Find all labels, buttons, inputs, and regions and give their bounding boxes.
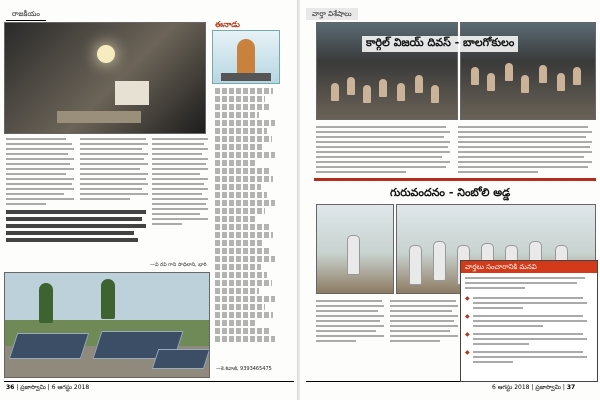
notice-item: [473, 351, 591, 366]
article1-col-2: [458, 126, 594, 176]
notice-item: [473, 315, 591, 330]
bullet-icon: ◆: [465, 349, 470, 356]
column-title: ఈనాడు: [215, 20, 240, 29]
publication-name: ప్రజాస్వామి: [535, 384, 561, 391]
pull-quote: [6, 210, 150, 245]
headline-mid: గురువందనం - నింబోలి అడ్డ: [390, 186, 511, 199]
notice-item: [473, 333, 591, 348]
speaker-photo: [316, 204, 394, 294]
desk-photo: [4, 22, 206, 134]
right-footer: 6 ఆగస్టు 2018 | ప్రజాస్వామి | 37: [492, 384, 576, 391]
bullet-icon: ◆: [465, 295, 470, 302]
article2-col-1: [316, 300, 386, 345]
body-column-2: [80, 138, 150, 203]
deity-base: [221, 73, 271, 81]
desk-surface: [57, 111, 141, 123]
deity-image: [212, 30, 280, 84]
photo-credit: —వి రవి గాని సాధిలాని, భారి: [150, 262, 207, 268]
body-column-1: [6, 138, 76, 208]
page-number: 36: [6, 384, 15, 391]
article1-col-1: [316, 126, 452, 176]
deity-figure: [237, 39, 255, 75]
issue-date: 6 ఆగస్టు 2018: [492, 384, 530, 391]
section-rule: [314, 178, 596, 181]
tree: [39, 283, 53, 323]
left-page: [0, 0, 299, 400]
solar-panels-photo: [4, 272, 210, 378]
body-column-3: [152, 138, 210, 228]
byline: —కె.శివాజీ, 9393465475: [216, 366, 272, 372]
notice-item: [473, 297, 591, 312]
headline-top: కార్గిల్ విజయ్ దివస్ - బాలగోకులం: [362, 36, 518, 52]
publication-name: ప్రజాస్వామి: [20, 384, 46, 391]
issue-date: 6 ఆగస్టు 2018: [51, 384, 90, 391]
section-tab: రాజకీయం: [6, 8, 46, 21]
section-tab: వార్తా విశేషాలు: [306, 8, 358, 20]
notice-box: [460, 260, 598, 382]
notice-box-title: వార్తలు సంచారానికి మనవి: [461, 261, 597, 273]
bullet-icon: ◆: [465, 313, 470, 320]
notice-box-intro: [465, 277, 591, 292]
footer-rule: [4, 381, 294, 382]
solar-panel: [152, 349, 210, 369]
laptop-screen: [115, 81, 149, 105]
bullet-icon: ◆: [465, 331, 470, 338]
left-footer: 36 | ప్రజాస్వామి | 6 ఆగస్టు 2018: [6, 384, 90, 391]
solar-panel: [9, 333, 89, 359]
tree: [101, 279, 115, 319]
lamp-glow: [97, 45, 115, 63]
page-number: 37: [566, 384, 576, 391]
article2-col-2: [390, 300, 460, 345]
center-column-text: [215, 88, 277, 344]
